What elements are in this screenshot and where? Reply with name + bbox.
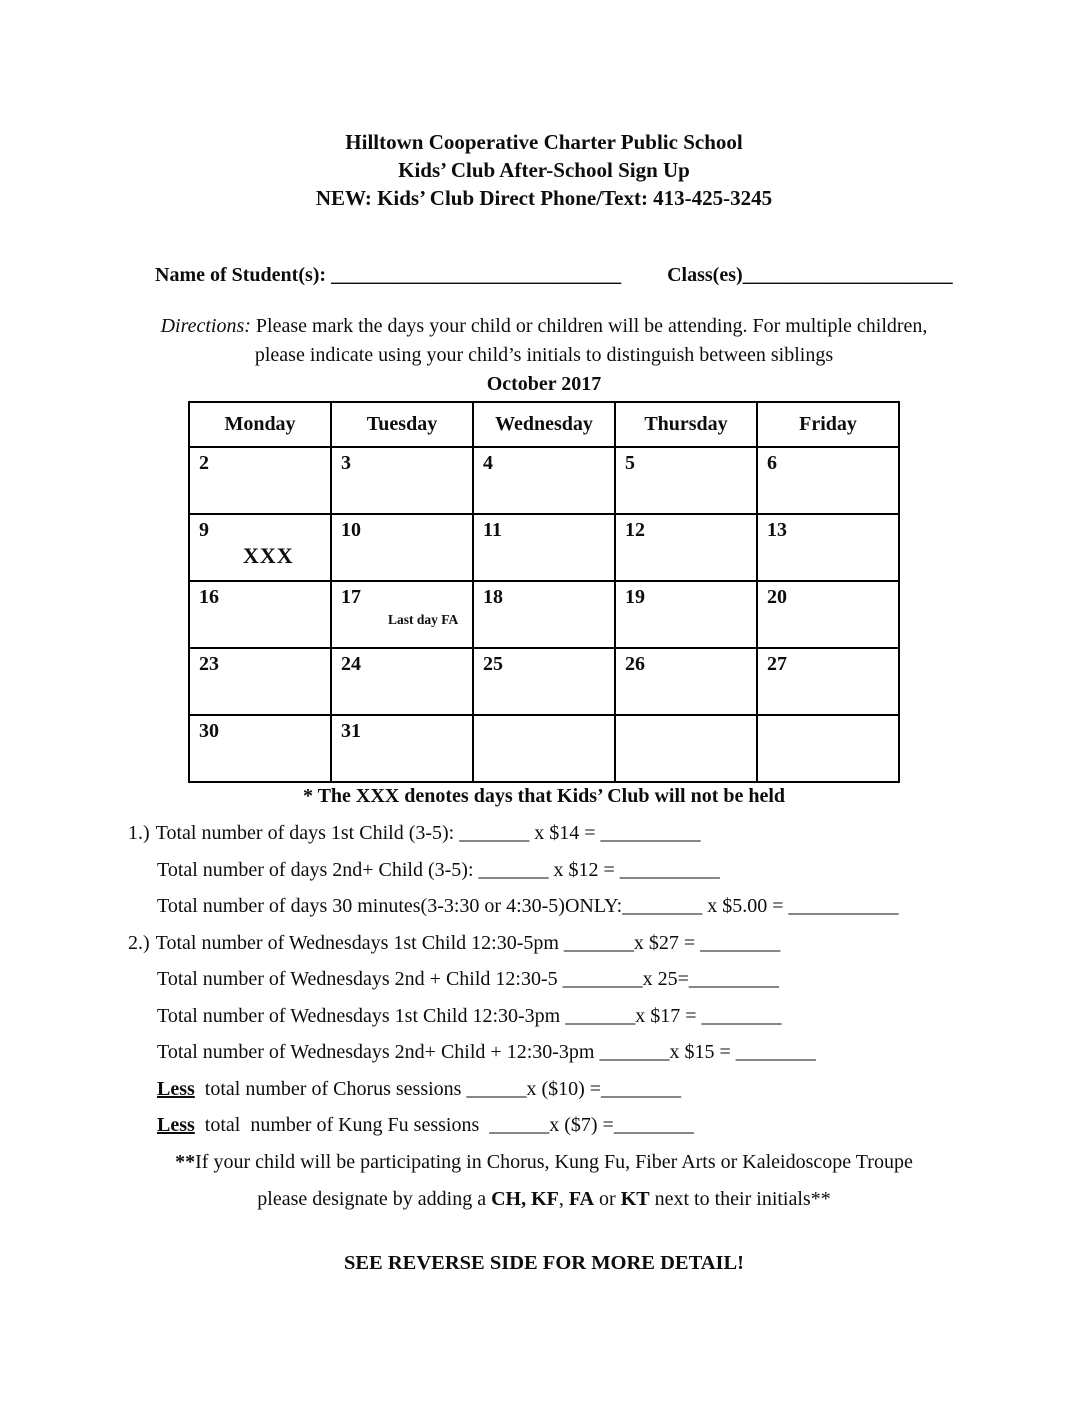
calendar-week-row bbox=[189, 447, 899, 514]
calendar-day-cell: 3 bbox=[331, 447, 473, 514]
calendar-week-row bbox=[189, 715, 899, 782]
reverse-side-notice: SEE REVERSE SIDE FOR MORE DETAIL! bbox=[343, 1251, 745, 1274]
calendar-day-cell: 27 bbox=[757, 648, 899, 715]
calendar-day-cell: 12 bbox=[615, 514, 757, 581]
directions-line2: please indicate using your child’s initials to distinguish between siblings bbox=[254, 344, 834, 366]
last-day-fa-note: Last day FA bbox=[388, 612, 459, 627]
fee-line-wed-1st-child-1230-3: Total number of Wednesdays 1st Child 12:30-3pm _______x $17 = ________ bbox=[157, 1004, 782, 1027]
directions-text bbox=[0, 312, 1088, 370]
calendar-week-row bbox=[189, 581, 899, 648]
calendar-day-cell: 26 bbox=[615, 648, 757, 715]
fee-calculation-section bbox=[128, 815, 1088, 1144]
calendar-week-row bbox=[189, 648, 899, 715]
weekday-header-monday: Monday bbox=[189, 402, 331, 447]
calendar-day-cell: 11 bbox=[473, 514, 615, 581]
calendar-day-cell: 6 bbox=[757, 447, 899, 514]
code-fa: FA bbox=[568, 1187, 595, 1210]
calendar-day-cell: 4 bbox=[473, 447, 615, 514]
calendar-day-cell: 13 bbox=[757, 514, 899, 581]
name-of-students-label: Name of Student(s): bbox=[155, 264, 332, 286]
weekday-header-wednesday: Wednesday bbox=[473, 402, 615, 447]
directions-line1: Directions: Please mark the days your child or children will be attending. For multiple children, bbox=[160, 315, 928, 337]
fee-line-days-1st-child: 1.) Total number of days 1st Child (3-5): _______ x $14 = __________ bbox=[128, 822, 701, 844]
calendar-day-cell: 23 bbox=[189, 648, 331, 715]
fee-line-wed-1st-child-1230-5: 2.) Total number of Wednesdays 1st Child 12:30-5pm _______x $27 = ________ bbox=[128, 931, 781, 954]
participation-note bbox=[0, 1144, 1088, 1218]
calendar-day-cell bbox=[473, 715, 615, 782]
phone-line: NEW: Kids’ Club Direct Phone/Text: 413-425-3245 bbox=[315, 186, 773, 210]
calendar-day-cell: 24 bbox=[331, 648, 473, 715]
fee-line-less-chorus: Less total number of Chorus sessions ______x ($10) =________ bbox=[157, 1077, 682, 1100]
weekday-header-row bbox=[189, 402, 899, 447]
participation-line2: please designate by adding a CH, KF, FA or KT next to their initials** bbox=[257, 1187, 831, 1210]
code-ch-kf: CH, KF bbox=[491, 1187, 559, 1210]
less-label: Less bbox=[157, 1077, 195, 1100]
no-kids-club-marker: XXX bbox=[243, 543, 294, 568]
weekday-header-friday: Friday bbox=[757, 402, 899, 447]
calendar-day-cell: 16 bbox=[189, 581, 331, 648]
fee-line-30-minutes: Total number of days 30 minutes(3-3:30 or 4:30-5)ONLY:________ x $5.00 = ___________ bbox=[157, 895, 899, 917]
weekday-header-thursday: Thursday bbox=[615, 402, 757, 447]
calendar-day-cell: 5 bbox=[615, 447, 757, 514]
calendar-day-cell: 25 bbox=[473, 648, 615, 715]
classes-blank-line: _____________________ bbox=[742, 264, 953, 286]
calendar-day-cell bbox=[757, 715, 899, 782]
code-kt: KT bbox=[620, 1187, 650, 1210]
name-blank-line: _____________________________ bbox=[331, 264, 622, 286]
document-header bbox=[0, 128, 1088, 212]
calendar-day-cell: 30 bbox=[189, 715, 331, 782]
calendar-day-cell: 31 bbox=[331, 715, 473, 782]
participation-line1: **If your child will be participating in Chorus, Kung Fu, Fiber Arts or Kaleidoscope Troupe bbox=[175, 1150, 913, 1173]
calendar-day-cell: 18 bbox=[473, 581, 615, 648]
classes-label: Class(es) bbox=[667, 264, 743, 286]
program-title: Kids’ Club After-School Sign Up bbox=[398, 158, 690, 182]
weekday-header-tuesday: Tuesday bbox=[331, 402, 473, 447]
calendar-day-cell: 19 bbox=[615, 581, 757, 648]
calendar-day-cell: 10 bbox=[331, 514, 473, 581]
fee-line-less-kungfu: Less total number of Kung Fu sessions ______x ($7) =________ bbox=[157, 1114, 694, 1136]
calendar-day-cell: 17 Last day FA bbox=[331, 581, 473, 648]
calendar-day-cell: 9 XXX bbox=[189, 514, 331, 581]
school-name: Hilltown Cooperative Charter Public School bbox=[345, 130, 743, 154]
calendar-day-cell bbox=[615, 715, 757, 782]
fee-line-wed-2nd-child-1230-3: Total number of Wednesdays 2nd+ Child + 12:30-3pm _______x $15 = ________ bbox=[157, 1041, 816, 1063]
calendar-week-row bbox=[189, 514, 899, 581]
directions-label: Directions: bbox=[160, 315, 251, 337]
calendar-day-cell: 20 bbox=[757, 581, 899, 648]
less-label: Less bbox=[157, 1114, 195, 1136]
calendar-day-cell: 2 bbox=[189, 447, 331, 514]
calendar-footnote: * The XXX denotes days that Kids’ Club will not be held bbox=[302, 785, 786, 807]
fee-line-days-2nd-child: Total number of days 2nd+ Child (3-5): _______ x $12 = __________ bbox=[157, 858, 720, 881]
student-info-row bbox=[135, 241, 1088, 310]
fee-line-wed-2nd-child-1230-5: Total number of Wednesdays 2nd + Child 12:30-5 ________x 25=_________ bbox=[157, 968, 779, 990]
calendar-table bbox=[188, 401, 900, 783]
calendar-month-title: October 2017 bbox=[486, 373, 602, 395]
